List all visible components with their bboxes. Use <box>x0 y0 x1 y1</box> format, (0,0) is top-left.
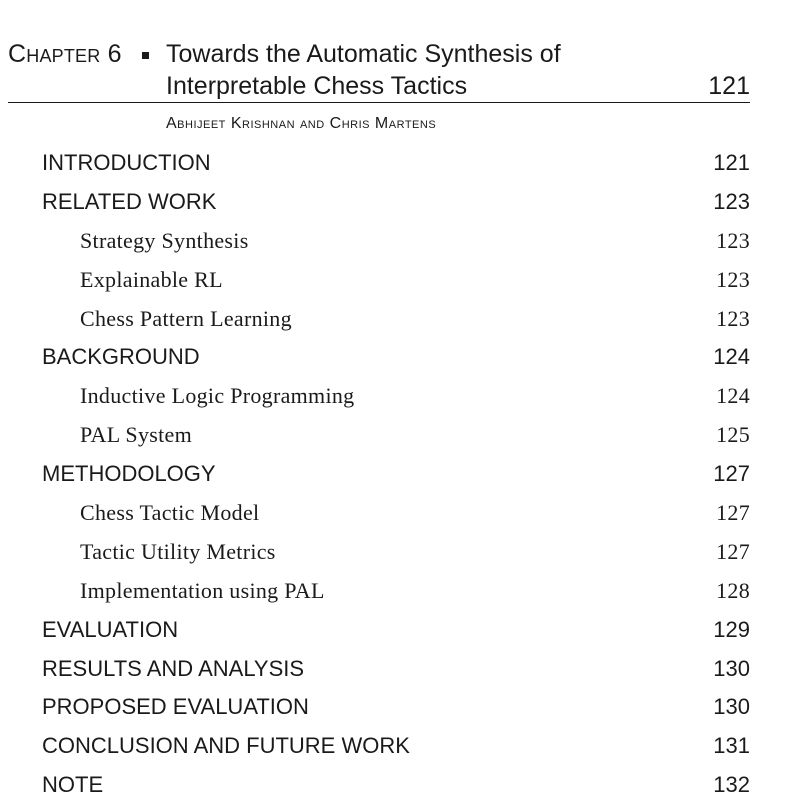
table-of-contents <box>42 144 750 805</box>
chapter-authors: Abhijeet Krishnan and Chris Martens <box>166 115 437 132</box>
chapter-page-number: 121 <box>708 72 750 100</box>
toc-entry-title: Strategy Synthesis <box>80 227 249 253</box>
toc-section-entry[interactable] <box>42 650 750 689</box>
toc-section-entry[interactable] <box>42 727 750 766</box>
toc-page-number: 123 <box>716 305 750 331</box>
toc-section-entry[interactable] <box>42 611 750 650</box>
toc-entry-title: Explainable RL <box>80 266 223 292</box>
toc-subsection-entry[interactable] <box>42 261 750 300</box>
toc-entry-title: Chess Pattern Learning <box>80 305 292 331</box>
toc-page-number: 131 <box>713 733 750 759</box>
toc-page-number: 128 <box>716 577 750 603</box>
toc-section-entry[interactable] <box>42 455 750 494</box>
chapter-label: Chapter 6 <box>8 40 122 68</box>
toc-page-number: 130 <box>713 694 750 720</box>
toc-entry-title: Inductive Logic Programming <box>80 383 355 409</box>
toc-page-number: 132 <box>713 772 750 798</box>
toc-entry-title: CONCLUSION AND FUTURE WORK <box>42 733 410 759</box>
toc-section-entry[interactable] <box>42 183 750 222</box>
toc-section-entry[interactable] <box>42 144 750 183</box>
toc-entry-title: INTRODUCTION <box>42 150 211 175</box>
toc-page-number: 127 <box>716 500 750 526</box>
toc-page-number: 127 <box>716 538 750 564</box>
toc-section-entry[interactable] <box>42 338 750 377</box>
toc-page-number: 123 <box>716 266 750 292</box>
toc-page-number: 130 <box>713 655 750 681</box>
toc-entry-title: RELATED WORK <box>42 188 217 214</box>
toc-page-number: 123 <box>716 227 750 253</box>
toc-entry-title: Implementation using PAL <box>80 577 325 603</box>
toc-subsection-entry[interactable] <box>42 533 750 572</box>
toc-subsection-entry[interactable] <box>42 222 750 261</box>
toc-page-number: 127 <box>713 461 750 487</box>
toc-entry-title: Tactic Utility Metrics <box>80 538 276 564</box>
toc-page-number: 125 <box>716 422 750 448</box>
toc-entry-title: BACKGROUND <box>42 344 200 370</box>
toc-page-number: 124 <box>716 383 750 409</box>
toc-subsection-entry[interactable] <box>42 300 750 339</box>
bullet-icon <box>142 52 149 59</box>
toc-entry-title: Chess Tactic Model <box>80 500 260 526</box>
chapter-title: Towards the Automatic Synthesis of Interpretable Chess Tactics <box>166 40 561 100</box>
toc-entry-title: PROPOSED EVALUATION <box>42 694 309 720</box>
toc-subsection-entry[interactable] <box>42 377 750 416</box>
toc-page-number: 121 <box>713 150 750 175</box>
toc-subsection-entry[interactable] <box>42 572 750 611</box>
toc-page-number: 124 <box>713 344 750 370</box>
toc-page-number: 129 <box>713 616 750 642</box>
toc-page-number: 123 <box>713 188 750 214</box>
toc-entry-title: EVALUATION <box>42 616 179 642</box>
toc-entry-title: PAL System <box>80 422 193 448</box>
toc-entry-title: NOTE <box>42 772 104 798</box>
toc-section-entry[interactable] <box>42 688 750 727</box>
toc-section-entry[interactable] <box>42 766 750 805</box>
toc-entry-title: RESULTS AND ANALYSIS <box>42 655 305 681</box>
chapter-divider <box>8 102 750 103</box>
toc-entry-title: METHODOLOGY <box>42 461 216 487</box>
toc-subsection-entry[interactable] <box>42 416 750 455</box>
toc-subsection-entry[interactable] <box>42 494 750 533</box>
